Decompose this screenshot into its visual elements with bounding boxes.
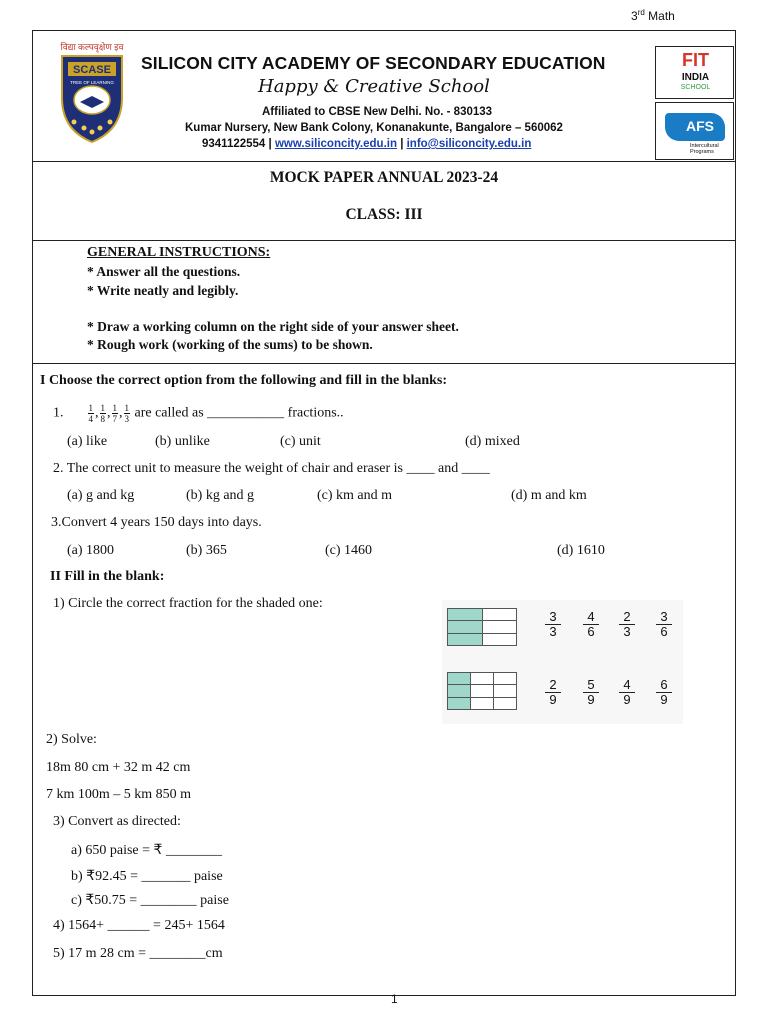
question-5: 5) 17 m 28 cm = ________cm bbox=[53, 946, 223, 961]
school-shield-icon bbox=[54, 52, 130, 144]
option-item: (d) mixed bbox=[465, 434, 520, 449]
question-1: 1. $\frac{1}{4}$ , $\frac{1}{8}$ , $\frac{1}{7}$ , $\frac{1}{3}$ are called as ___________ fractions.. bbox=[53, 403, 344, 424]
option-item: (a) g and kg bbox=[67, 488, 135, 503]
instruction-item: * Rough work (working of the sums) to be shown. bbox=[87, 337, 373, 352]
fraction-1-7: $\frac{1}{7}$ bbox=[112, 403, 117, 424]
question-2: 2. The correct unit to measure the weight of chair and eraser is ____ and ____ bbox=[53, 461, 490, 476]
option-item: (b) unlike bbox=[155, 434, 210, 449]
option-item: (d) m and km bbox=[511, 488, 587, 503]
instructions-heading: GENERAL INSTRUCTIONS: bbox=[87, 245, 271, 260]
instruction-item: * Answer all the questions. bbox=[87, 264, 241, 279]
page-number: 1 bbox=[391, 992, 398, 1006]
logo-text: SCASE bbox=[73, 64, 111, 76]
school-address: Kumar Nursery, New Bank Colony, Konanakunte, Bangalore – 560062 bbox=[185, 122, 563, 134]
question-convert-label: 3) Convert as directed: bbox=[53, 814, 181, 829]
subject-label: 3rd Math bbox=[631, 8, 675, 23]
instruction-item: * Write neatly and legibly. bbox=[87, 283, 239, 298]
option-item: (b) 365 bbox=[186, 543, 227, 558]
school-name: SILICON CITY ACADEMY OF SECONDARY EDUCATION bbox=[141, 53, 606, 73]
solve-item: 7 km 100m – 5 km 850 m bbox=[46, 787, 192, 802]
fraction-option: 3 3 bbox=[545, 610, 561, 639]
option-item: (a) 1800 bbox=[67, 543, 115, 558]
fit-india-logo: FIT INDIA SCHOOL bbox=[655, 46, 734, 99]
email-link[interactable]: info@siliconcity.edu.in bbox=[406, 138, 532, 150]
instruction-item: * Draw a working column on the right side of your answer sheet. bbox=[87, 319, 459, 334]
fraction-option: 6 9 bbox=[656, 678, 672, 707]
instructions-divider bbox=[32, 363, 736, 364]
option-item: (a) like bbox=[67, 434, 108, 449]
solve-item: 18m 80 cm + 32 m 42 cm bbox=[46, 760, 191, 775]
fraction-figure bbox=[442, 600, 683, 724]
option-item: (b) kg and g bbox=[186, 488, 255, 503]
header-divider bbox=[32, 161, 736, 162]
exam-title: MOCK PAPER ANNUAL 2023-24 bbox=[269, 169, 499, 186]
section1-heading: I Choose the correct option from the following and fill in the blanks: bbox=[40, 373, 448, 388]
fraction-option: 2 3 bbox=[619, 610, 635, 639]
question-3: 3.Convert 4 years 150 days into days. bbox=[51, 515, 262, 530]
phone-number: 9341122554 bbox=[202, 138, 266, 150]
logo-subtext: TREE OF LEARNING bbox=[70, 80, 114, 85]
shaded-rectangle-2 bbox=[447, 672, 517, 710]
website-link[interactable]: www.siliconcity.edu.in bbox=[274, 138, 397, 150]
convert-item: b) ₹92.45 = _______ paise bbox=[71, 869, 223, 884]
affiliation: Affiliated to CBSE New Delhi. No. - 830133 bbox=[262, 106, 493, 118]
afs-logo: AFS Intercultural Programs bbox=[655, 102, 734, 160]
option-item: (c) 1460 bbox=[325, 543, 373, 558]
option-item: (c) km and m bbox=[317, 488, 393, 503]
school-tagline: Happy & Creative School bbox=[258, 76, 490, 97]
convert-item: c) ₹50.75 = ________ paise bbox=[71, 893, 229, 908]
fraction-option: 2 9 bbox=[545, 678, 561, 707]
fraction-1-4: $\frac{1}{4}$ bbox=[88, 403, 93, 424]
fraction-option: 4 6 bbox=[583, 610, 599, 639]
fraction-option: 4 9 bbox=[619, 678, 635, 707]
school-logo: विद्या कल्पवृक्षेण इव SCASE TREE OF LEARNING bbox=[54, 40, 130, 144]
question-solve-label: 2) Solve: bbox=[46, 732, 97, 747]
contact-line: 9341122554 | www.siliconcity.edu.in | info@siliconcity.edu.in bbox=[202, 138, 532, 150]
option-item: (c) unit bbox=[280, 434, 321, 449]
section2-heading: II Fill in the blank: bbox=[50, 569, 165, 584]
option-item: (d) 1610 bbox=[557, 543, 605, 558]
title-divider bbox=[32, 240, 736, 241]
question-circle-fraction: 1) Circle the correct fraction for the shaded one: bbox=[53, 596, 323, 611]
fraction-option: 5 9 bbox=[583, 678, 599, 707]
convert-item: a) 650 paise = ₹ ________ bbox=[71, 843, 222, 858]
shaded-rectangle-1 bbox=[447, 608, 517, 646]
class-title: CLASS: III bbox=[345, 206, 423, 223]
fraction-1-3: $\frac{1}{3}$ bbox=[124, 403, 129, 424]
fraction-1-8: $\frac{1}{8}$ bbox=[100, 403, 105, 424]
fraction-option: 3 6 bbox=[656, 610, 672, 639]
question-4: 4) 1564+ ______ = 245+ 1564 bbox=[53, 918, 225, 933]
